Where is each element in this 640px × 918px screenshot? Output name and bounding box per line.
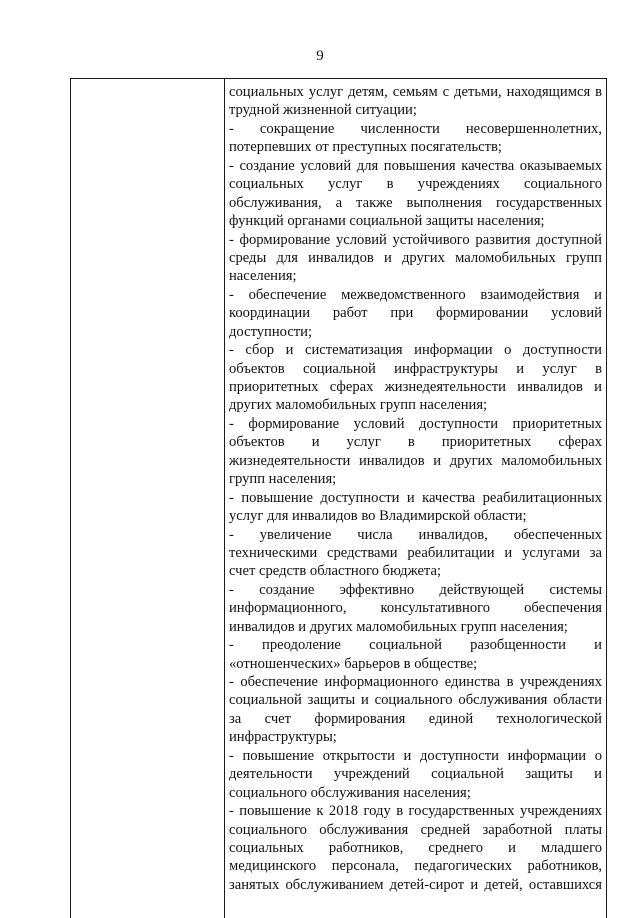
text-line: за счет формирования единой технологической [229, 710, 602, 727]
text-line: медицинского персонала, педагогических работников, [229, 858, 602, 875]
text-line: «отношенческих» барьеров в обществе; [229, 655, 478, 672]
text-line: социальных работников, среднего и младшего [229, 839, 602, 856]
text-line: потерпевших от преступных посягательств; [229, 139, 502, 156]
text-line: - обеспечение информационного единства в учреждениях [229, 674, 602, 690]
text-line: - формирование условий устойчивого развития доступной [229, 231, 602, 248]
text-line: техническими средствами реабилитации и услугами за [229, 544, 602, 561]
text-line: - увеличение числа инвалидов, обеспеченных [229, 526, 602, 543]
text-line: - создание условий для повышения качества оказываемых [229, 157, 602, 174]
text-line: жизнедеятельности инвалидов и других маломобильных [229, 452, 602, 469]
text-line: - повышение доступности и качества реабилитационных [229, 489, 602, 506]
text-line: обслуживания, а также выполнения государственных [229, 194, 602, 211]
text-line: услуг для инвалидов во Владимирской области; [229, 508, 527, 525]
text-line: приоритетных сферах жизнедеятельности инвалидов и [229, 379, 602, 395]
text-line: - обеспечение межведомственного взаимодействия и [229, 286, 602, 303]
content-table [70, 78, 607, 918]
text-line: объектов социальной инфраструктуры и услуг в [229, 360, 602, 377]
text-line: счет средств областного бюджета; [229, 563, 442, 580]
text-line: населения; [229, 268, 297, 285]
text-line: - повышение к 2018 году в государственных учреждениях [229, 803, 602, 820]
text-line: занятых обслуживанием детей-сирот и детей, оставшихся [229, 876, 602, 893]
text-line: социальных услуг детям, семьям с детьми, находящимся в [229, 84, 602, 100]
text-line: объектов и услуг в приоритетных сферах [229, 434, 602, 451]
text-line: координации работ при формировании условий [229, 305, 602, 322]
text-line: инфраструктуры; [229, 729, 337, 746]
page-number: 9 [316, 48, 324, 64]
text-line: трудной жизненной ситуации; [229, 102, 417, 119]
text-line: среды для инвалидов и других маломобильных групп [229, 249, 602, 266]
table-left-cell [71, 79, 224, 918]
text-line: социальной защиты и социального обслуживания области [229, 692, 602, 709]
text-line: - сбор и систематизация информации о доступности [229, 342, 602, 359]
text-line: деятельности учреждений социальной защиты и [229, 766, 602, 783]
column-divider [224, 79, 225, 918]
text-line: - формирование условий доступности приоритетных [229, 415, 602, 432]
text-line: - создание эффективно действующей системы [229, 581, 602, 598]
text-line: социальных услуг в учреждениях социального [229, 176, 602, 193]
text-line: - преодоление социальной разобщенности и [229, 637, 602, 654]
text-line: - сокращение численности несовершеннолетних, [229, 120, 602, 137]
text-line: групп населения; [229, 471, 337, 488]
table-right-cell [229, 83, 602, 894]
text-line: информационного, консультативного обеспечения [229, 600, 602, 617]
text-line: - повышение открытости и доступности информации о [229, 747, 602, 764]
text-line: социального обслуживания населения; [229, 784, 471, 801]
text-line: инвалидов и других маломобильных групп населения; [229, 618, 568, 635]
text-line: доступности; [229, 323, 313, 340]
text-line: других маломобильных групп населения; [229, 397, 488, 414]
text-line: функций органами социальной защиты населения; [229, 213, 545, 230]
text-line: социального обслуживания средней заработной платы [229, 821, 602, 838]
